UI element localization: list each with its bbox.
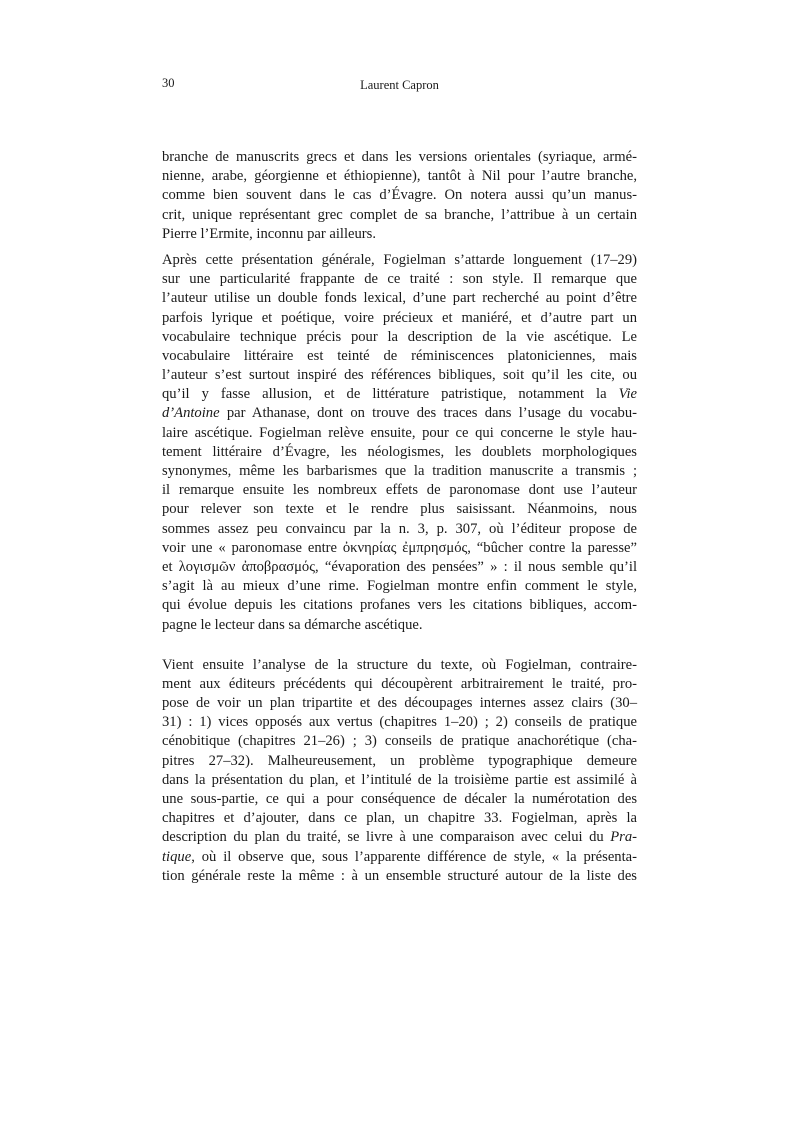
text-line [162,206,637,225]
text-run: sur une particularité frappante de ce traité : son style. Il remarque que [162,271,637,288]
text-line [162,186,637,205]
text-run: 31) : 1) vices opposés aux vertus (chapitres 1–20) ; 2) conseils de pratique [162,714,637,731]
text-run: vocabulaire littéraire est teinté de réminiscences platoniciennes, mais [162,347,637,364]
text-line [162,500,637,519]
paragraph [162,656,637,886]
text-line [162,443,637,462]
text-run: chapitres et d’ajouter, dans ce plan, un chapitre 33. Fogielman, après la [162,810,637,827]
text-run: cénobitique (chapitres 21–26) ; 3) conseils de pratique anachorétique (cha- [162,733,637,750]
text-line [162,539,637,558]
text-run: qu’il y fasse allusion, et de littérature patristique, notamment la [162,386,619,403]
text-line [162,694,637,713]
paragraph [162,148,637,244]
text-run: pagne le lecteur dans sa démarche ascétique. [162,616,423,633]
text-run: crit, unique représentant grec complet de sa branche, l’attribue à un certain [162,206,637,223]
running-head-author: Laurent Capron [360,78,439,92]
text-line [162,867,637,886]
text-run: et λογισμῶν ἀποβρασμός, “évaporation des pensées” » : il nous semble qu’il [162,558,637,575]
text-run: tement littéraire d’Évagre, les néologismes, les doublets morphologiques [162,443,637,460]
text-run: par Athanase, dont on trouve des traces dans l’usage du vocabu- [219,405,637,422]
text-line [162,225,637,244]
italic-title: d’Antoine [162,405,220,422]
text-run: parfois lyrique et poétique, voire précieux et maniéré, et d’autre part un [162,309,637,326]
text-run: branche de manuscrits grecs et dans les versions orientales (syriaque, armé- [162,149,637,165]
text-run: une sous-partie, ce qui a pour conséquence de décaler la numérotation des [162,791,637,807]
text-line [162,462,637,481]
text-line [162,616,637,635]
text-line [162,251,637,270]
text-line [162,148,637,167]
text-line [162,596,637,615]
text-line [162,577,637,596]
text-line [162,309,637,328]
italic-title: Pra- [610,829,637,846]
text-line [162,520,637,539]
text-run: description du plan du traité, se livre à une comparaison avec celui du [162,829,611,846]
text-line [162,732,637,751]
text-run: l’auteur s’est surtout inspiré des références bibliques, soit qu’il les cite, ou [162,367,637,384]
text-line [162,481,637,500]
page-number: 30 [162,76,175,90]
text-run: Après cette présentation générale, Fogielman s’attarde longuement (17–29) [162,251,637,268]
text-line [162,366,637,385]
text-line [162,289,637,308]
text-line [162,347,637,366]
text-line [162,713,637,732]
text-line [162,270,637,289]
text-run: s’agit là au mieux d’une rime. Fogielman montre enfin comment le style, [162,578,637,595]
text-run: Vient ensuite l’analyse de la structure du texte, où Fogielman, contraire- [162,656,637,673]
text-run: Pierre l’Ermite, inconnu par ailleurs. [162,225,376,242]
text-run: tion générale reste la même : à un ensemble structuré autour de la liste des [162,867,637,884]
text-line [162,790,637,809]
text-line [162,809,637,828]
text-line [162,424,637,443]
text-run: ment aux éditeurs précédents qui découpèrent arbitrairement le traité, pro- [162,675,637,692]
text-run: dans la présentation du plan, et l’intitulé de la troisième partie est assimilé à [162,771,637,788]
text-run: nienne, arabe, géorgienne et éthiopienne), tantôt à Nil pour l’autre branche, [162,168,637,185]
text-run: il remarque ensuite les nombreux effets de paronomase dont use l’auteur [162,482,637,499]
text-run: pour relever son texte et le rendre plus saisissant. Néanmoins, nous [162,501,637,518]
text-line [162,167,637,186]
text-run: synonymes, même les barbarismes que la tradition manuscrite a transmis ; [162,463,637,479]
text-run: pose de voir un plan tripartite et des découpages internes assez clairs (30– [162,695,637,712]
text-line [162,848,637,867]
text-line [162,771,637,790]
text-line [162,828,637,847]
text-run: sommes assez peu convaincu par la n. 3, p. 307, où l’éditeur propose de [162,520,637,537]
body-text [162,148,637,886]
paragraph [162,251,637,635]
text-run: vocabulaire technique précis pour la description de la vie ascétique. Le [162,328,637,345]
text-run: pitres 27–32). Malheureusement, un problème typographique demeure [162,752,637,769]
text-line [162,558,637,577]
text-run: , où il observe que, sous l’apparente différence de style, « la présenta- [191,848,637,865]
text-line [162,404,637,423]
italic-title: Vie [618,386,637,403]
text-run: laire ascétique. Fogielman relève ensuite, pour ce qui concerne le style hau- [162,424,637,441]
text-line [162,328,637,347]
text-run: comme bien souvent dans le cas d’Évagre. On notera aussi qu’un manus- [162,187,637,204]
text-line [162,752,637,771]
text-run: qui évolue depuis les citations profanes vers les citations bibliques, accom- [162,597,637,614]
text-run: l’auteur utilise un double fonds lexical, d’une part recherché au point d’être [162,290,637,307]
text-run: voir une « paronomase entre ὀκνηρίας ἐμπρησμός, “bûcher contre la paresse” [162,539,637,556]
text-line [162,675,637,694]
text-line [162,385,637,404]
text-line [162,656,637,675]
italic-title: tique [162,848,192,865]
